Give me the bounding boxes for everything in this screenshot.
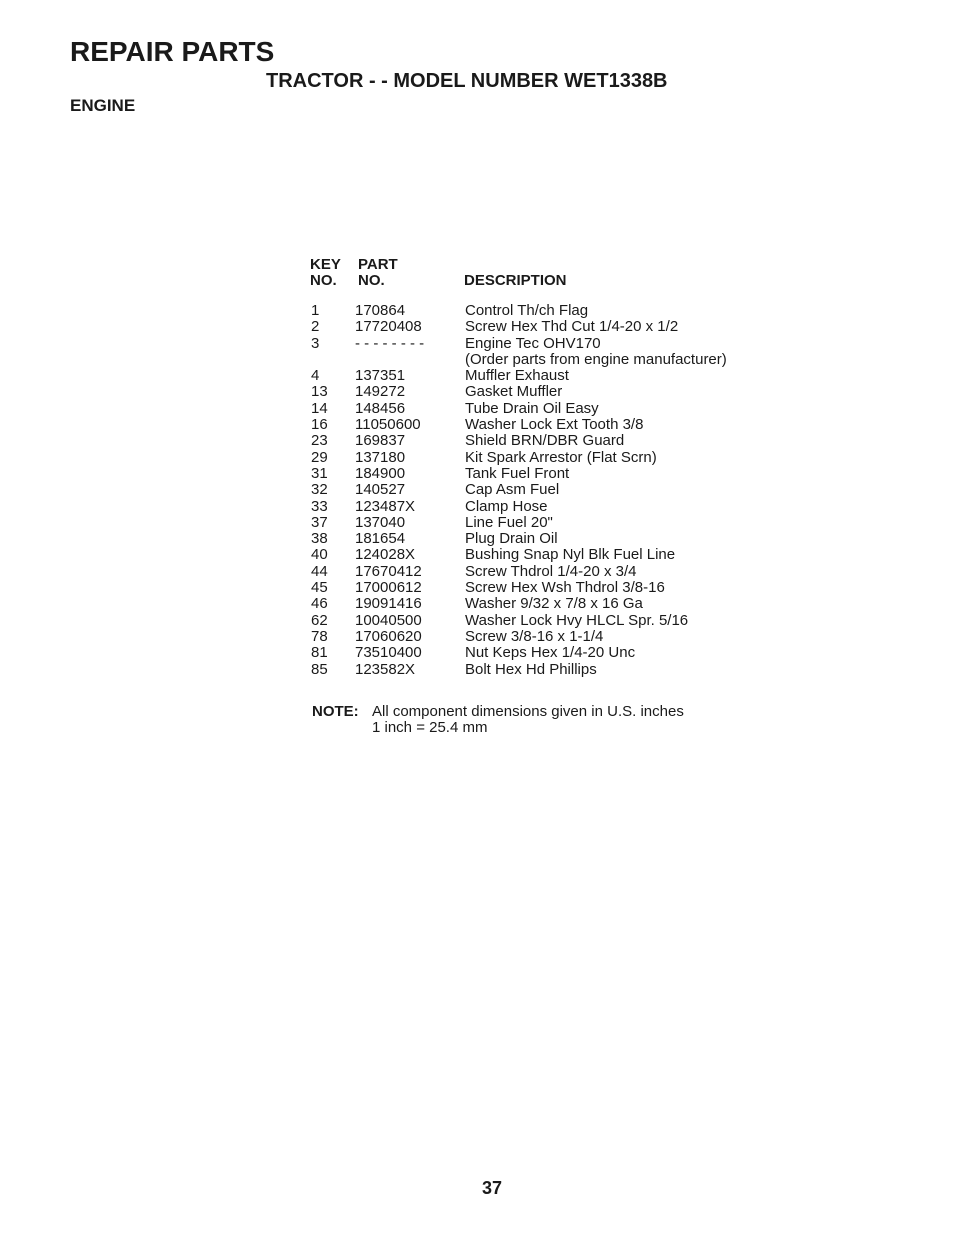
description-cell: Screw 3/8-16 x 1-1/4 — [465, 627, 604, 645]
part-no-cell: 124028X — [355, 546, 416, 564]
key-no-cell: 13 — [311, 383, 328, 401]
part-no-cell: 11050600 — [355, 416, 421, 434]
key-no-cell: 31 — [311, 464, 328, 482]
key-no-cell: 40 — [311, 546, 328, 564]
key-no-cell: 62 — [311, 611, 328, 629]
description-cell: Screw Hex Thd Cut 1/4-20 x 1/2 — [465, 318, 679, 336]
note-line1: All component dimensions given in U.S. inches — [372, 703, 684, 720]
description-cell: (Order parts from engine manufacturer) — [465, 350, 727, 368]
description-cell: Gasket Muffler — [465, 383, 563, 401]
description-cell: Engine Tec OHV170 — [465, 334, 601, 352]
note-line2: 1 inch = 25.4 mm — [372, 719, 488, 736]
key-no-cell: 14 — [311, 399, 328, 417]
key-no-cell: 33 — [311, 497, 328, 515]
part-header-line1: PART — [358, 256, 398, 273]
part-no-cell: 17000612 — [355, 579, 422, 597]
part-no-cell: 137351 — [355, 367, 406, 385]
part-no-cell: 149272 — [355, 383, 406, 401]
model-subtitle: TRACTOR - - MODEL NUMBER WET1338B — [266, 70, 668, 92]
page-title: REPAIR PARTS — [70, 36, 275, 67]
part-no-cell: 73510400 — [355, 644, 422, 662]
key-no-cell: 44 — [311, 562, 328, 580]
part-no-cell: 148456 — [355, 399, 406, 417]
part-no-cell: 17670412 — [355, 562, 422, 580]
note-label: NOTE: — [312, 703, 359, 720]
key-no-cell: 81 — [311, 644, 328, 662]
section-heading: ENGINE — [70, 96, 136, 115]
description-cell: Nut Keps Hex 1/4-20 Unc — [465, 644, 636, 662]
part-no-cell: 123487X — [355, 497, 416, 515]
key-no-cell: 23 — [311, 432, 328, 450]
part-no-cell: 169837 — [355, 432, 406, 450]
description-cell: Kit Spark Arrestor (Flat Scrn) — [465, 448, 657, 466]
key-no-cell: 46 — [311, 595, 328, 613]
description-cell: Washer Lock Hvy HLCL Spr. 5/16 — [465, 611, 689, 629]
description-cell: Control Th/ch Flag — [465, 302, 589, 319]
key-no-cell: 2 — [311, 318, 320, 336]
key-no-cell: 45 — [311, 579, 328, 597]
part-no-cell: 184900 — [355, 464, 406, 482]
page-number: 37 — [481, 1178, 503, 1198]
part-no-cell: 137180 — [355, 448, 406, 466]
key-no-cell: 37 — [311, 513, 328, 531]
part-no-cell: 137040 — [355, 513, 406, 531]
description-cell: Tube Drain Oil Easy — [465, 399, 599, 417]
description-cell: Bushing Snap Nyl Blk Fuel Line — [465, 546, 676, 564]
description-cell: Plug Drain Oil — [465, 530, 558, 548]
key-header-line2: NO. — [310, 272, 337, 289]
key-no-cell: 4 — [311, 367, 320, 385]
description-cell: Screw Thdrol 1/4-20 x 3/4 — [465, 562, 637, 580]
description-cell: Clamp Hose — [465, 497, 548, 515]
description-cell: Shield BRN/DBR Guard — [465, 432, 625, 450]
description-header: DESCRIPTION — [464, 272, 567, 289]
description-cell: Cap Asm Fuel — [465, 481, 560, 499]
part-no-cell: 123582X — [355, 660, 416, 678]
part-no-cell: 170864 — [355, 302, 406, 319]
key-no-cell: 16 — [311, 416, 328, 434]
part-no-cell: 181654 — [355, 530, 406, 548]
description-cell: Bolt Hex Hd Phillips — [465, 660, 597, 678]
part-no-cell: 19091416 — [355, 595, 422, 613]
part-no-cell: 17060620 — [355, 627, 422, 645]
part-header-line2: NO. — [358, 272, 385, 289]
key-no-cell: 85 — [311, 660, 328, 678]
key-header-line1: KEY — [310, 256, 341, 273]
key-no-cell: 29 — [311, 448, 328, 466]
description-cell: Muffler Exhaust — [465, 367, 569, 385]
key-no-cell: 78 — [311, 627, 328, 645]
part-no-cell: - - - - - - - - — [355, 334, 425, 352]
key-no-cell: 1 — [311, 302, 320, 319]
description-cell: Screw Hex Wsh Thdrol 3/8-16 — [465, 579, 665, 597]
part-no-cell: 17720408 — [355, 318, 422, 336]
key-no-cell: 38 — [311, 530, 328, 548]
part-no-cell: 140527 — [355, 481, 406, 499]
key-no-cell: 32 — [311, 481, 328, 499]
description-cell: Washer 9/32 x 7/8 x 16 Ga — [465, 595, 643, 613]
description-cell: Washer Lock Ext Tooth 3/8 — [465, 416, 644, 434]
part-no-cell: 10040500 — [355, 611, 422, 629]
key-no-cell: 3 — [311, 334, 320, 352]
description-cell: Line Fuel 20" — [465, 513, 553, 531]
description-cell: Tank Fuel Front — [465, 464, 570, 482]
